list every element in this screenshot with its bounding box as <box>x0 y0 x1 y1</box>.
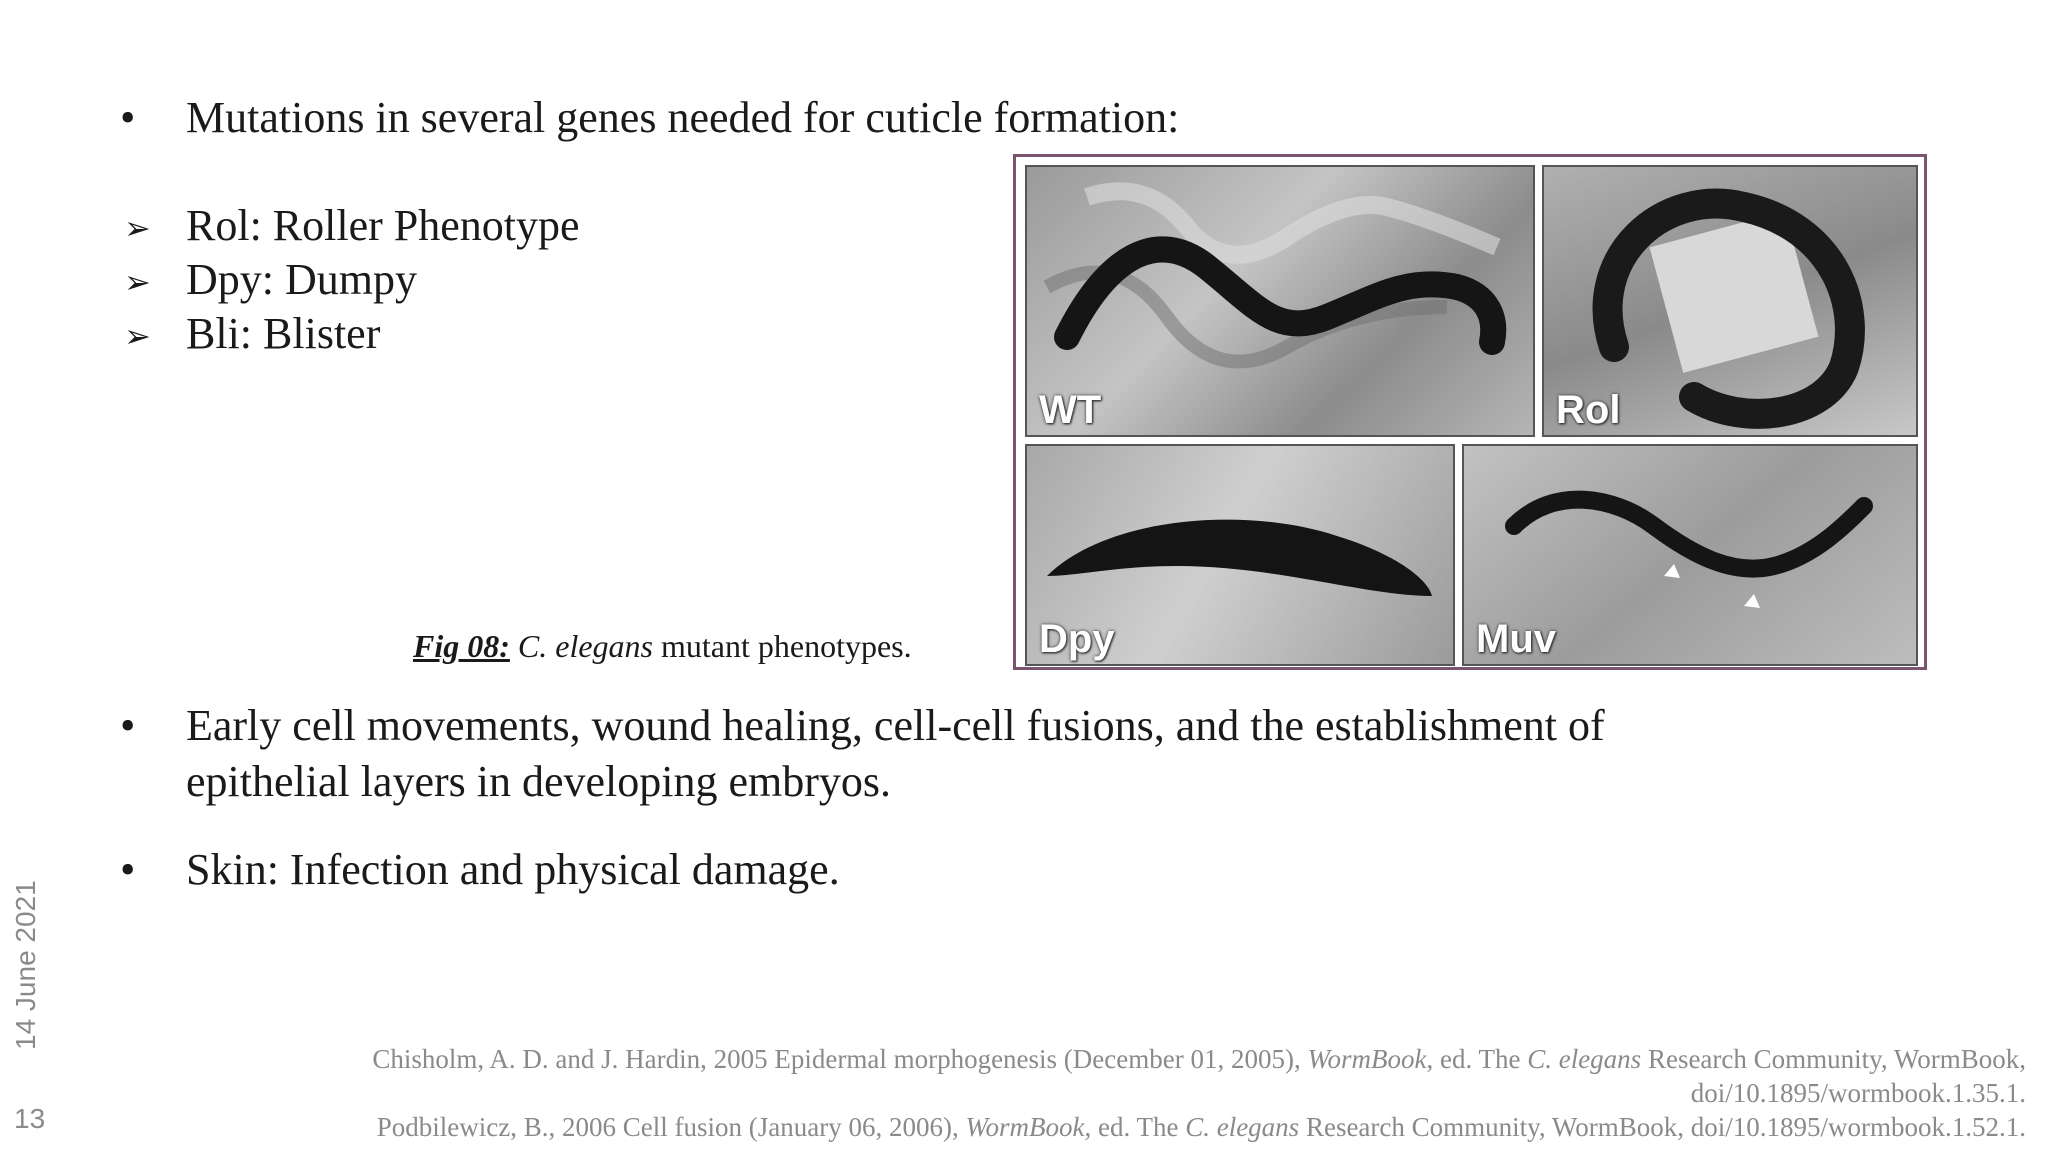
figure-caption <box>413 626 912 666</box>
panel-label-rol: Rol <box>1556 388 1621 432</box>
panel-dpy <box>1025 444 1455 666</box>
reference-chisholm <box>372 1042 2026 1076</box>
sub-bullet-bli: Bli: Blister <box>186 309 381 358</box>
panel-label-dpy: Dpy <box>1039 617 1115 661</box>
caption-label: Fig 08: <box>413 628 510 664</box>
slide-number: 13 <box>14 1103 46 1134</box>
caption-species: C. elegans <box>517 628 653 664</box>
panel-label-wt: WT <box>1039 388 1102 432</box>
ref2-journal: WormBook <box>965 1112 1085 1142</box>
bullet-skin: Skin: Infection and physical damage. <box>186 845 840 894</box>
reference-chisholm-doi: doi/10.1895/wormbook.1.35.1. <box>1690 1078 2026 1108</box>
caption-text: mutant phenotypes. <box>652 628 912 664</box>
reference-podbilewicz <box>377 1110 2026 1144</box>
bullet-embryo-line1: Early cell movements, wound healing, cell-cell fusions, and the establishment of <box>186 701 1605 750</box>
bullet-mark: • <box>120 845 136 894</box>
arrow-mark: ➢ <box>124 264 151 300</box>
worm-wt-image <box>1027 167 1535 437</box>
ref1-species: C. elegans <box>1527 1044 1642 1074</box>
bullet-cuticle-genes: Mutations in several genes needed for cuticle formation: <box>186 93 1180 142</box>
ref2-authors: Podbilewicz, B., 2006 Cell fusion (January 06, 2006), <box>376 1112 966 1142</box>
panel-muv <box>1462 444 1918 666</box>
sub-bullet-dpy: Dpy: Dumpy <box>186 255 417 304</box>
slide-date: 14 June 2021 <box>10 880 41 1050</box>
ref2-ed: , ed. The <box>1084 1112 1186 1142</box>
ref1-community: Research Community, WormBook, <box>1641 1044 2026 1074</box>
arrow-mark: ➢ <box>124 318 151 354</box>
arrow-mark: ➢ <box>124 210 151 246</box>
bullet-mark: • <box>120 93 136 142</box>
bullet-embryo-line2: epithelial layers in developing embryos. <box>186 757 892 806</box>
sub-bullet-rol: Rol: Roller Phenotype <box>186 201 580 250</box>
ref2-species: C. elegans <box>1185 1112 1300 1142</box>
figure-mutant-phenotypes <box>1013 154 1927 670</box>
panel-wt <box>1025 165 1535 437</box>
ref1-journal: WormBook <box>1307 1044 1427 1074</box>
ref2-community: Research Community, WormBook, doi/10.1895/wormbook.1.52.1. <box>1299 1112 2026 1142</box>
ref1-ed: , ed. The <box>1426 1044 1528 1074</box>
bullet-mark: • <box>120 701 136 750</box>
panel-rol <box>1542 165 1918 437</box>
ref1-authors: Chisholm, A. D. and J. Hardin, 2005 Epidermal morphogenesis (December 01, 2005), <box>372 1044 1308 1074</box>
panel-label-muv: Muv <box>1476 617 1556 661</box>
